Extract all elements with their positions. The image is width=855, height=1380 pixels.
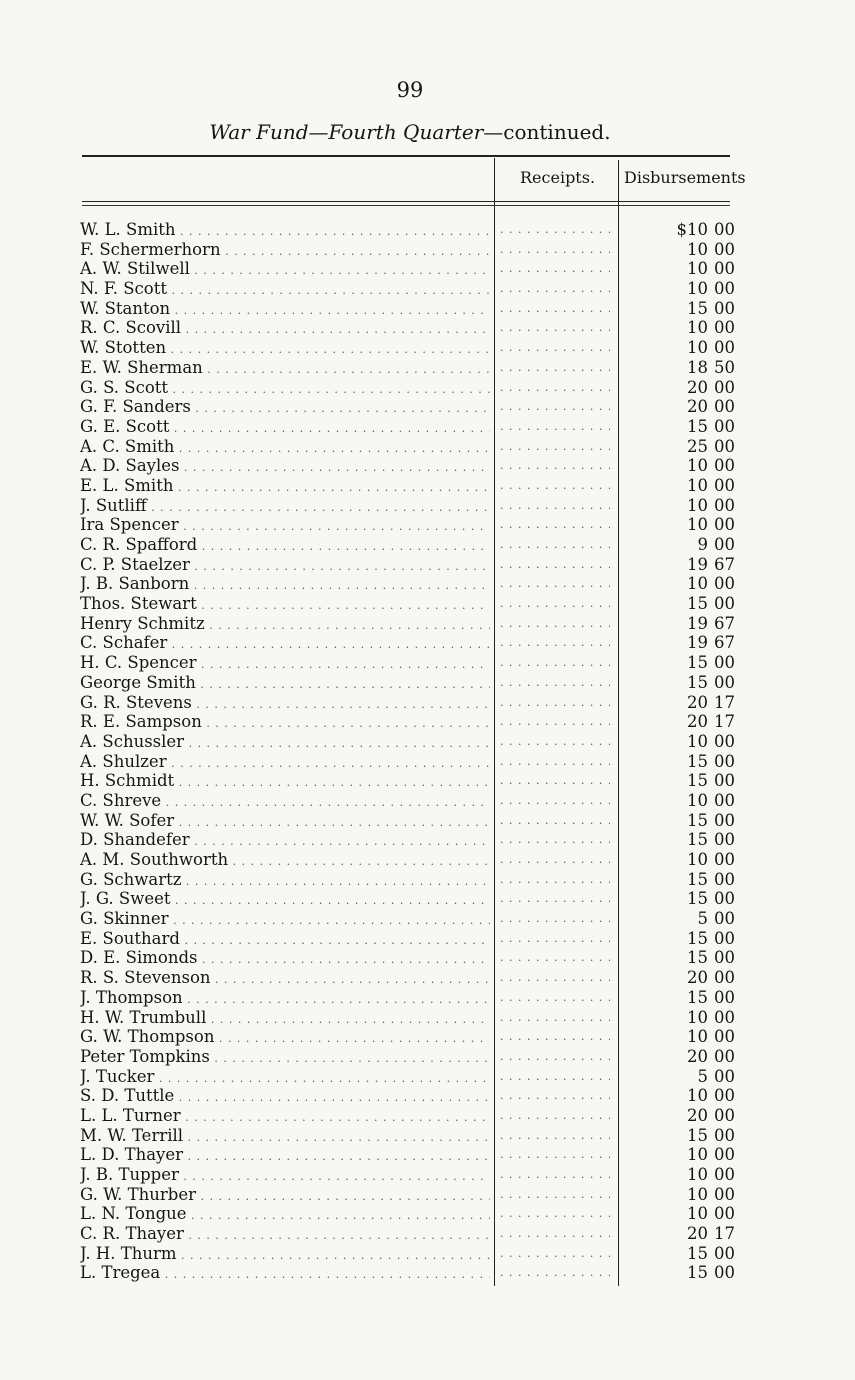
table-row <box>80 1165 760 1185</box>
disbursement-dollars: 10 <box>687 1165 708 1184</box>
receipts-cell <box>500 811 610 831</box>
receipts-cell <box>500 889 610 909</box>
title-dash: — <box>308 120 329 144</box>
payee-name: W. W. Sofer . . . <box>80 811 490 833</box>
table-row <box>80 259 760 279</box>
disbursement-dollars: 10 <box>687 279 708 299</box>
disbursement-dollars: 10 <box>687 1086 708 1106</box>
table-row <box>80 948 760 968</box>
payee-name: Ira Spencer . . . <box>80 515 490 537</box>
header-rule-secondary <box>82 205 730 206</box>
table-row <box>80 437 760 457</box>
table-row <box>80 1263 760 1283</box>
disbursement-dollars: 10 <box>687 239 708 259</box>
table-row <box>80 476 760 496</box>
disbursement-cents: 00 <box>714 869 735 889</box>
disbursement-cents: 17 <box>714 712 735 732</box>
receipts-cell <box>500 909 610 929</box>
receipts-cell <box>500 653 610 673</box>
table-row <box>80 1106 760 1126</box>
payee-name: D. E. Simonds . . . <box>80 948 490 970</box>
receipts-cell <box>500 1224 610 1244</box>
payee-name: Henry Schmitz . . . <box>80 614 490 636</box>
disbursement-cents: 00 <box>714 436 735 456</box>
payee-name: H. W. Trumbull . . . <box>80 1008 490 1030</box>
disbursement-cents: 00 <box>714 790 735 810</box>
receipts-cell <box>500 929 610 949</box>
table-row <box>80 653 760 673</box>
disbursement-dollars: 10 <box>687 338 708 358</box>
table-row <box>80 633 760 653</box>
table-row <box>80 1224 760 1244</box>
disbursement-dollars: 20 <box>687 397 708 417</box>
disbursement-cents: 00 <box>714 535 735 554</box>
payee-name: W. L. Smith . . . <box>80 220 490 242</box>
disbursement-dollars: 15 <box>687 298 708 318</box>
disbursement-dollars: 20 <box>687 1224 708 1244</box>
disbursement-dollars: 10 <box>687 574 708 594</box>
table-row <box>80 1244 760 1264</box>
disbursement-cents: 00 <box>714 239 735 259</box>
disbursement-cents: 00 <box>714 1125 735 1145</box>
receipts-cell <box>500 948 610 968</box>
table-row <box>80 1185 760 1205</box>
table-row <box>80 1145 760 1165</box>
payee-name: E. L. Smith . . . <box>80 476 490 498</box>
payee-name: R. E. Sampson . . . <box>80 712 490 734</box>
receipts-cell <box>500 1008 610 1028</box>
disbursement-cents: 00 <box>714 515 735 535</box>
receipts-cell <box>500 968 610 988</box>
disbursement-cents: 00 <box>714 968 735 988</box>
table-row <box>80 299 760 319</box>
payee-name: E. W. Sherman . . . <box>80 358 490 380</box>
title-fourth-quarter: Fourth Quarter <box>328 120 484 144</box>
payee-name: J. Tucker . . . <box>80 1067 490 1089</box>
table-row <box>80 240 760 260</box>
receipts-cell <box>500 1204 610 1224</box>
payee-name: A. Shulzer . . . <box>80 752 490 774</box>
ledger-table <box>80 220 760 1283</box>
payee-name: A. D. Sayles . . . <box>80 456 490 478</box>
table-row <box>80 535 760 555</box>
table-row <box>80 417 760 437</box>
payee-name: G. W. Thompson . . . <box>80 1027 490 1049</box>
receipts-cell <box>500 417 610 437</box>
payee-name: J. H. Thurm . . . <box>80 1244 490 1266</box>
payee-name: C. R. Spafford . . . <box>80 535 490 557</box>
table-row <box>80 830 760 850</box>
receipts-cell <box>500 535 610 555</box>
disbursement-dollars: 20 <box>687 377 708 397</box>
disbursement-cents: 00 <box>714 672 735 692</box>
disbursement-dollars: 10 <box>687 1184 708 1204</box>
payee-name: C. Schafer . . . <box>80 633 490 655</box>
receipts-cell <box>500 633 610 653</box>
payee-name: A. Schussler . . . <box>80 732 490 754</box>
disbursement-dollars: 10 <box>687 790 708 810</box>
receipts-cell <box>500 870 610 890</box>
disbursement-cents: 67 <box>714 613 735 633</box>
table-row <box>80 220 760 240</box>
disbursement-cents: 00 <box>714 1086 735 1106</box>
table-row <box>80 594 760 614</box>
disbursement-dollars: 15 <box>687 1263 708 1283</box>
payee-name: J. B. Sanborn . . . <box>80 574 490 596</box>
receipts-cell <box>500 771 610 791</box>
receipts-cell <box>500 850 610 870</box>
receipts-cell <box>500 240 610 260</box>
receipts-cell <box>500 614 610 634</box>
disbursement-dollars: 20 <box>687 692 708 712</box>
disbursement-dollars: 15 <box>687 672 708 692</box>
payee-name: G. R. Stevens . . . <box>80 693 490 715</box>
receipts-cell <box>500 988 610 1008</box>
table-row <box>80 732 760 752</box>
table-row <box>80 318 760 338</box>
disbursement-dollars: 5 <box>697 1066 708 1086</box>
payee-name: R. S. Stevenson . . . <box>80 968 490 990</box>
table-row <box>80 1086 760 1106</box>
receipts-cell <box>500 594 610 614</box>
table-row <box>80 791 760 811</box>
disbursement-dollars: 15 <box>687 1125 708 1145</box>
disbursement-cents: 00 <box>714 948 735 968</box>
column-header-disbursements: Disbursements <box>624 168 746 187</box>
table-row <box>80 752 760 772</box>
disbursement-cents: 00 <box>714 1184 735 1204</box>
table-row <box>80 574 760 594</box>
payee-name: L. Tregea . . . <box>80 1263 490 1285</box>
disbursement-cents: 00 <box>714 456 735 476</box>
disbursement-cents: 00 <box>714 1105 735 1125</box>
disbursement-dollars: 18 <box>687 357 708 377</box>
disbursement-dollars: 10 <box>687 1027 708 1047</box>
disbursement-cents: 50 <box>714 357 735 377</box>
receipts-cell <box>500 338 610 358</box>
payee-name: H. Schmidt . . . <box>80 771 490 793</box>
disbursement-cents: 00 <box>714 987 735 1007</box>
disbursement-cents: 00 <box>714 338 735 358</box>
receipts-cell <box>500 515 610 535</box>
disbursement-cents: 00 <box>714 810 735 830</box>
disbursement-dollars: 19 <box>687 633 708 653</box>
table-row <box>80 889 760 909</box>
payee-name: J. B. Tupper . . . <box>80 1165 490 1187</box>
receipts-cell <box>500 1244 610 1264</box>
receipts-cell <box>500 358 610 378</box>
payee-name: D. Shandefer . . . <box>80 830 490 852</box>
payee-name: C. Shreve . . . <box>80 791 490 813</box>
receipts-cell <box>500 397 610 417</box>
disbursement-dollars: $10 <box>676 220 708 239</box>
table-row <box>80 456 760 476</box>
disbursement-cents: 00 <box>714 594 735 614</box>
table-row <box>80 968 760 988</box>
payee-name: C. R. Thayer . . . <box>80 1224 490 1246</box>
disbursement-cents: 00 <box>714 909 735 929</box>
disbursement-cents: 00 <box>714 731 735 751</box>
disbursement-dollars: 25 <box>687 436 708 456</box>
payee-name: George Smith . . . <box>80 673 490 695</box>
payee-name: L. L. Turner . . . <box>80 1106 490 1128</box>
disbursement-cents: 00 <box>714 850 735 869</box>
disbursement-cents: 67 <box>714 554 735 574</box>
payee-name: G. E. Scott . . . <box>80 417 490 439</box>
table-row <box>80 693 760 713</box>
receipts-cell <box>500 299 610 319</box>
disbursement-dollars: 15 <box>687 771 708 791</box>
disbursement-dollars: 15 <box>687 1243 708 1263</box>
table-row <box>80 515 760 535</box>
receipts-cell <box>500 1067 610 1087</box>
table-row <box>80 850 760 870</box>
title-war-fund: War Fund <box>209 120 309 144</box>
disbursement-cents: 00 <box>714 397 735 417</box>
payee-name: Thos. Stewart . . . <box>80 594 490 616</box>
title-continued: —continued. <box>483 120 611 144</box>
receipts-cell <box>500 673 610 693</box>
disbursement-cents: 00 <box>714 495 735 515</box>
disbursement-cents: 67 <box>714 633 735 653</box>
receipts-cell <box>500 496 610 516</box>
disbursement-cents: 00 <box>714 475 735 495</box>
disbursement-dollars: 15 <box>687 948 708 968</box>
disbursement-dollars: 20 <box>687 968 708 988</box>
payee-name: W. Stanton . . . <box>80 299 490 321</box>
disbursement-dollars: 10 <box>687 495 708 515</box>
table-row <box>80 1126 760 1146</box>
table-row <box>80 1204 760 1224</box>
disbursement-dollars: 10 <box>687 456 708 476</box>
disbursement-cents: 00 <box>714 377 735 397</box>
payee-name: W. Stotten . . . <box>80 338 490 360</box>
receipts-cell <box>500 279 610 299</box>
receipts-cell <box>500 318 610 338</box>
disbursement-dollars: 10 <box>687 515 708 535</box>
disbursement-cents: 00 <box>714 653 735 673</box>
disbursement-dollars: 10 <box>687 1145 708 1165</box>
disbursement-cents: 00 <box>714 220 735 239</box>
receipts-cell <box>500 476 610 496</box>
payee-name: J. G. Sweet . . . <box>80 889 490 911</box>
payee-name: N. F. Scott . . . <box>80 279 490 301</box>
table-row <box>80 1027 760 1047</box>
payee-name: G. W. Thurber . . . <box>80 1185 490 1207</box>
disbursement-cents: 00 <box>714 1027 735 1047</box>
disbursement-dollars: 15 <box>687 416 708 436</box>
table-row <box>80 555 760 575</box>
table-row <box>80 338 760 358</box>
receipts-cell <box>500 259 610 279</box>
table-row <box>80 279 760 299</box>
disbursement-dollars: 15 <box>687 869 708 889</box>
disbursement-dollars: 15 <box>687 987 708 1007</box>
table-row <box>80 771 760 791</box>
disbursement-cents: 00 <box>714 1204 735 1224</box>
table-row <box>80 496 760 516</box>
receipts-cell <box>500 1145 610 1165</box>
receipts-cell <box>500 732 610 752</box>
payee-name: M. W. Terrill . . . <box>80 1126 490 1148</box>
receipts-cell <box>500 1047 610 1067</box>
receipts-cell <box>500 574 610 594</box>
disbursement-dollars: 15 <box>687 928 708 948</box>
receipts-cell <box>500 830 610 850</box>
disbursement-dollars: 15 <box>687 653 708 673</box>
top-rule <box>82 155 730 157</box>
disbursement-cents: 00 <box>714 1145 735 1165</box>
disbursement-cents: 00 <box>714 574 735 594</box>
disbursement-dollars: 19 <box>687 554 708 574</box>
table-row <box>80 870 760 890</box>
disbursement-dollars: 10 <box>687 259 708 279</box>
payee-name: Peter Tompkins . . . <box>80 1047 490 1069</box>
disbursement-dollars: 15 <box>687 810 708 830</box>
disbursement-dollars: 10 <box>687 318 708 338</box>
receipts-cell <box>500 437 610 457</box>
payee-name: F. Schermerhorn . . . <box>80 240 490 262</box>
disbursement-dollars: 20 <box>687 1046 708 1066</box>
table-row <box>80 378 760 398</box>
payee-name: G. Skinner . . . <box>80 909 490 931</box>
receipts-cell <box>500 693 610 713</box>
payee-name: A. M. Southworth . . . <box>80 850 490 872</box>
disbursement-cents: 00 <box>714 1046 735 1066</box>
payee-name: A. W. Stilwell . . . <box>80 259 490 281</box>
disbursement-dollars: 15 <box>687 751 708 771</box>
disbursement-cents: 00 <box>714 830 735 850</box>
header-rule <box>82 201 730 202</box>
table-row <box>80 1008 760 1028</box>
payee-name: E. Southard . . . <box>80 929 490 951</box>
disbursement-dollars: 10 <box>687 731 708 751</box>
payee-name: A. C. Smith . . . <box>80 437 490 459</box>
disbursement-cents: 17 <box>714 1224 735 1244</box>
disbursement-dollars: 19 <box>687 613 708 633</box>
table-row <box>80 358 760 378</box>
payee-name: H. C. Spencer . . . <box>80 653 490 675</box>
table-row <box>80 929 760 949</box>
receipts-cell <box>500 791 610 811</box>
payee-name: G. Schwartz . . . <box>80 870 490 892</box>
disbursement-cents: 00 <box>714 1243 735 1263</box>
receipts-cell <box>500 1165 610 1185</box>
table-row <box>80 909 760 929</box>
disbursement-cents: 00 <box>714 751 735 771</box>
disbursement-dollars: 20 <box>687 712 708 732</box>
payee-name: R. C. Scovill . . . <box>80 318 490 340</box>
table-row <box>80 673 760 693</box>
table-row <box>80 712 760 732</box>
table-row <box>80 1047 760 1067</box>
disbursement-cents: 00 <box>714 1263 735 1283</box>
disbursement-cents: 00 <box>714 928 735 948</box>
receipts-cell <box>500 1126 610 1146</box>
disbursement-cents: 17 <box>714 692 735 712</box>
payee-name: J. Sutliff . . . <box>80 496 490 518</box>
disbursement-cents: 00 <box>714 298 735 318</box>
receipts-cell <box>500 456 610 476</box>
page-number: 99 <box>396 78 424 102</box>
table-row <box>80 614 760 634</box>
disbursement-dollars: 20 <box>687 1105 708 1125</box>
page-title <box>0 120 820 144</box>
disbursement-dollars: 10 <box>687 1204 708 1224</box>
disbursement-cents: 00 <box>714 259 735 279</box>
disbursement-cents: 00 <box>714 771 735 791</box>
receipts-cell <box>500 378 610 398</box>
disbursement-cents: 00 <box>714 416 735 436</box>
receipts-cell <box>500 1185 610 1205</box>
disbursement-cents: 00 <box>714 279 735 299</box>
table-row <box>80 988 760 1008</box>
payee-name: J. Thompson . . . <box>80 988 490 1010</box>
table-row <box>80 811 760 831</box>
payee-name: L. N. Tongue . . . <box>80 1204 490 1226</box>
disbursement-dollars: 15 <box>687 889 708 909</box>
receipts-cell <box>500 1027 610 1047</box>
table-row <box>80 397 760 417</box>
receipts-cell <box>500 712 610 732</box>
disbursement-dollars: 10 <box>687 1007 708 1027</box>
receipts-cell <box>500 555 610 575</box>
disbursement-cents: 00 <box>714 1066 735 1086</box>
payee-name: C. P. Staelzer . . . <box>80 555 490 577</box>
disbursement-cents: 00 <box>714 1165 735 1184</box>
table-row <box>80 1067 760 1087</box>
receipts-cell <box>500 1086 610 1106</box>
receipts-cell <box>500 220 610 240</box>
disbursement-dollars: 9 <box>697 535 708 554</box>
receipts-cell <box>500 1106 610 1126</box>
payee-name: L. D. Thayer . . . <box>80 1145 490 1167</box>
disbursement-dollars: 15 <box>687 830 708 850</box>
column-header-receipts: Receipts. <box>520 168 596 187</box>
receipts-cell <box>500 1263 610 1283</box>
payee-name: G. S. Scott . . . <box>80 378 490 400</box>
receipts-cell <box>500 752 610 772</box>
payee-name: S. D. Tuttle . . . <box>80 1086 490 1108</box>
disbursement-dollars: 10 <box>687 475 708 495</box>
disbursement-cents: 00 <box>714 889 735 909</box>
disbursement-cents: 00 <box>714 318 735 338</box>
disbursement-dollars: 15 <box>687 594 708 614</box>
payee-name: G. F. Sanders . . . <box>80 397 490 419</box>
disbursement-dollars: 5 <box>697 909 708 929</box>
disbursement-cents: 00 <box>714 1007 735 1027</box>
disbursement-dollars: 10 <box>687 850 708 869</box>
